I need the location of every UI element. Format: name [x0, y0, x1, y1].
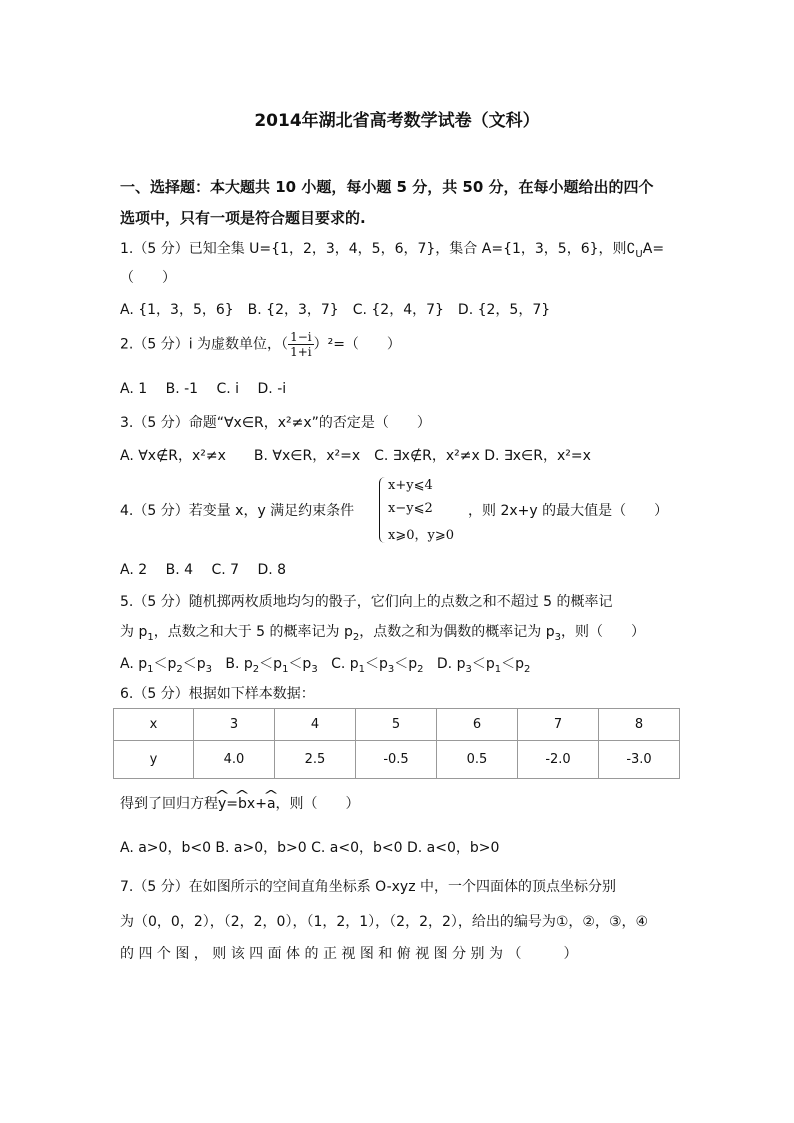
q5-text-d: ，则（ ） [560, 624, 645, 640]
constraint-2: x−y⩽2 [388, 501, 433, 516]
question-4-stem-pre: 4.（5 分）若变量 x，y 满足约束条件 [120, 503, 355, 519]
q6-eq-mid: x+ [246, 796, 267, 812]
q2-fraction [288, 330, 314, 359]
q5-sub-1: 1 [147, 631, 154, 643]
section-heading-line2: 选项中，只有一项是符合题目要求的. [120, 209, 366, 227]
question-7-line2: 为（0，0，2），（2，2，0），（1，2，1），（2，2，2），给出的编号为①，②，③，④ [120, 914, 649, 930]
table-cell: x [114, 709, 194, 741]
q5-option-d: D. $p_3<p_1<p_2$ [436, 656, 531, 675]
table-cell: 8 [599, 709, 680, 741]
question-1-stem [120, 239, 664, 265]
q6-eq-sign: = [226, 796, 239, 812]
table-cell: 4 [275, 709, 356, 741]
q2-stem-pre: 2.（5 分）i 为虚数单位，（ [120, 336, 289, 353]
question-1-options: A. {1，3，5，6} B. {2，3，7} C. {2，4，7} D. {2，5，7} [120, 302, 551, 318]
table-cell: -3.0 [599, 741, 680, 779]
q5-sub-3: 3 [554, 631, 561, 643]
question-4-stem-post: ，则 2x+y 的最大值是（ ） [468, 503, 669, 519]
table-cell: 4.0 [194, 741, 275, 779]
a-hat: ^ a [267, 794, 276, 814]
table-cell: 6 [437, 709, 518, 741]
table-cell: 2.5 [275, 741, 356, 779]
section-heading-line1: 一、选择题：本大题共 10 小题，每小题 5 分，共 50 分，在每小题给出的四个 [120, 178, 654, 196]
table-row-x [114, 709, 680, 741]
question-6-equation-line [120, 794, 360, 814]
q5-text-c: ，点数之和为偶数的概率记为 p [359, 624, 555, 640]
sample-data-table [113, 708, 680, 779]
question-5-line1: 5.（5 分）随机掷两枚质地均匀的骰子，它们向上的点数之和不超过 5 的概率记 [120, 594, 613, 610]
q5-option-c: C. $p_1<p_3<p_2$ [331, 656, 424, 675]
q5-text-a: 为 p [120, 624, 148, 640]
q2-fraction-numerator: 1−i [290, 330, 312, 344]
question-3-stem: 3.（5 分）命题“∀x∈R，x²≠x”的否定是（ ） [120, 415, 431, 431]
q2-stem-post: ）²=（ ） [313, 336, 401, 353]
table-row-y [114, 741, 680, 779]
b-hat: ^ b [238, 794, 247, 814]
constraint-1: x+y⩽4 [388, 478, 433, 493]
table-cell: 5 [356, 709, 437, 741]
question-4-options: A. 2 B. 4 C. 7 D. 8 [120, 562, 287, 578]
q6-text-pre: 得到了回归方程 [120, 796, 218, 812]
constraint-3: x⩾0，y⩾0 [388, 528, 455, 543]
question-6-stem: 6.（5 分）根据如下样本数据： [120, 686, 315, 702]
page-title: 2014年湖北省高考数学试卷（文科） [254, 111, 540, 131]
table-cell: -2.0 [518, 741, 599, 779]
constraint-brace [379, 477, 388, 543]
question-2-options: A. 1 B. -1 C. i D. -i [120, 381, 287, 397]
table-cell: 7 [518, 709, 599, 741]
question-3-options: A. ∀x∉R，x²≠x B. ∀x∈R，x²=x C. ∃x∉R，x²≠x D. ∃x∈R，x²=x [120, 448, 591, 464]
question-2-stem [120, 330, 401, 366]
table-cell: 3 [194, 709, 275, 741]
q1-stem-text: 1.（5 分）已知全集 U={1，2，3，4，5，6，7}，集合 A={1，3，5，6}，则∁ [120, 241, 636, 257]
question-7-line3: 的 四 个 图 ， 则 该 四 面 体 的 正 视 图 和 俯 视 图 分 别 为 （ ） [120, 946, 578, 962]
question-6-options: A. a>0，b<0 B. a>0，b>0 C. a<0，b<0 D. a<0，b>0 [120, 840, 500, 856]
question-5-options [120, 654, 530, 680]
q1-stem-tail: A= [642, 241, 665, 257]
y-hat: ^ y [218, 794, 226, 814]
q1-subscript-u: U [635, 248, 643, 260]
q5-sub-2: 2 [352, 631, 360, 643]
table-cell: -0.5 [356, 741, 437, 779]
table-cell: y [114, 741, 194, 779]
question-7-line1: 7.（5 分）在如图所示的空间直角坐标系 O-xyz 中，一个四面体的顶点坐标分别 [120, 879, 616, 895]
table-cell: 0.5 [437, 741, 518, 779]
question-1-blank: （ ） [120, 270, 176, 286]
q2-fraction-denominator: 1+i [290, 345, 312, 359]
q5-text-b: ，点数之和大于 5 的概率记为 p [153, 624, 353, 640]
question-5-line2 [120, 622, 645, 648]
q6-text-post: ，则（ ） [275, 796, 360, 812]
q5-option-a: A. $p_1<p_2<p_3$ [120, 656, 213, 675]
q5-option-b: B. $p_2<p_1<p_3$ [225, 656, 318, 675]
